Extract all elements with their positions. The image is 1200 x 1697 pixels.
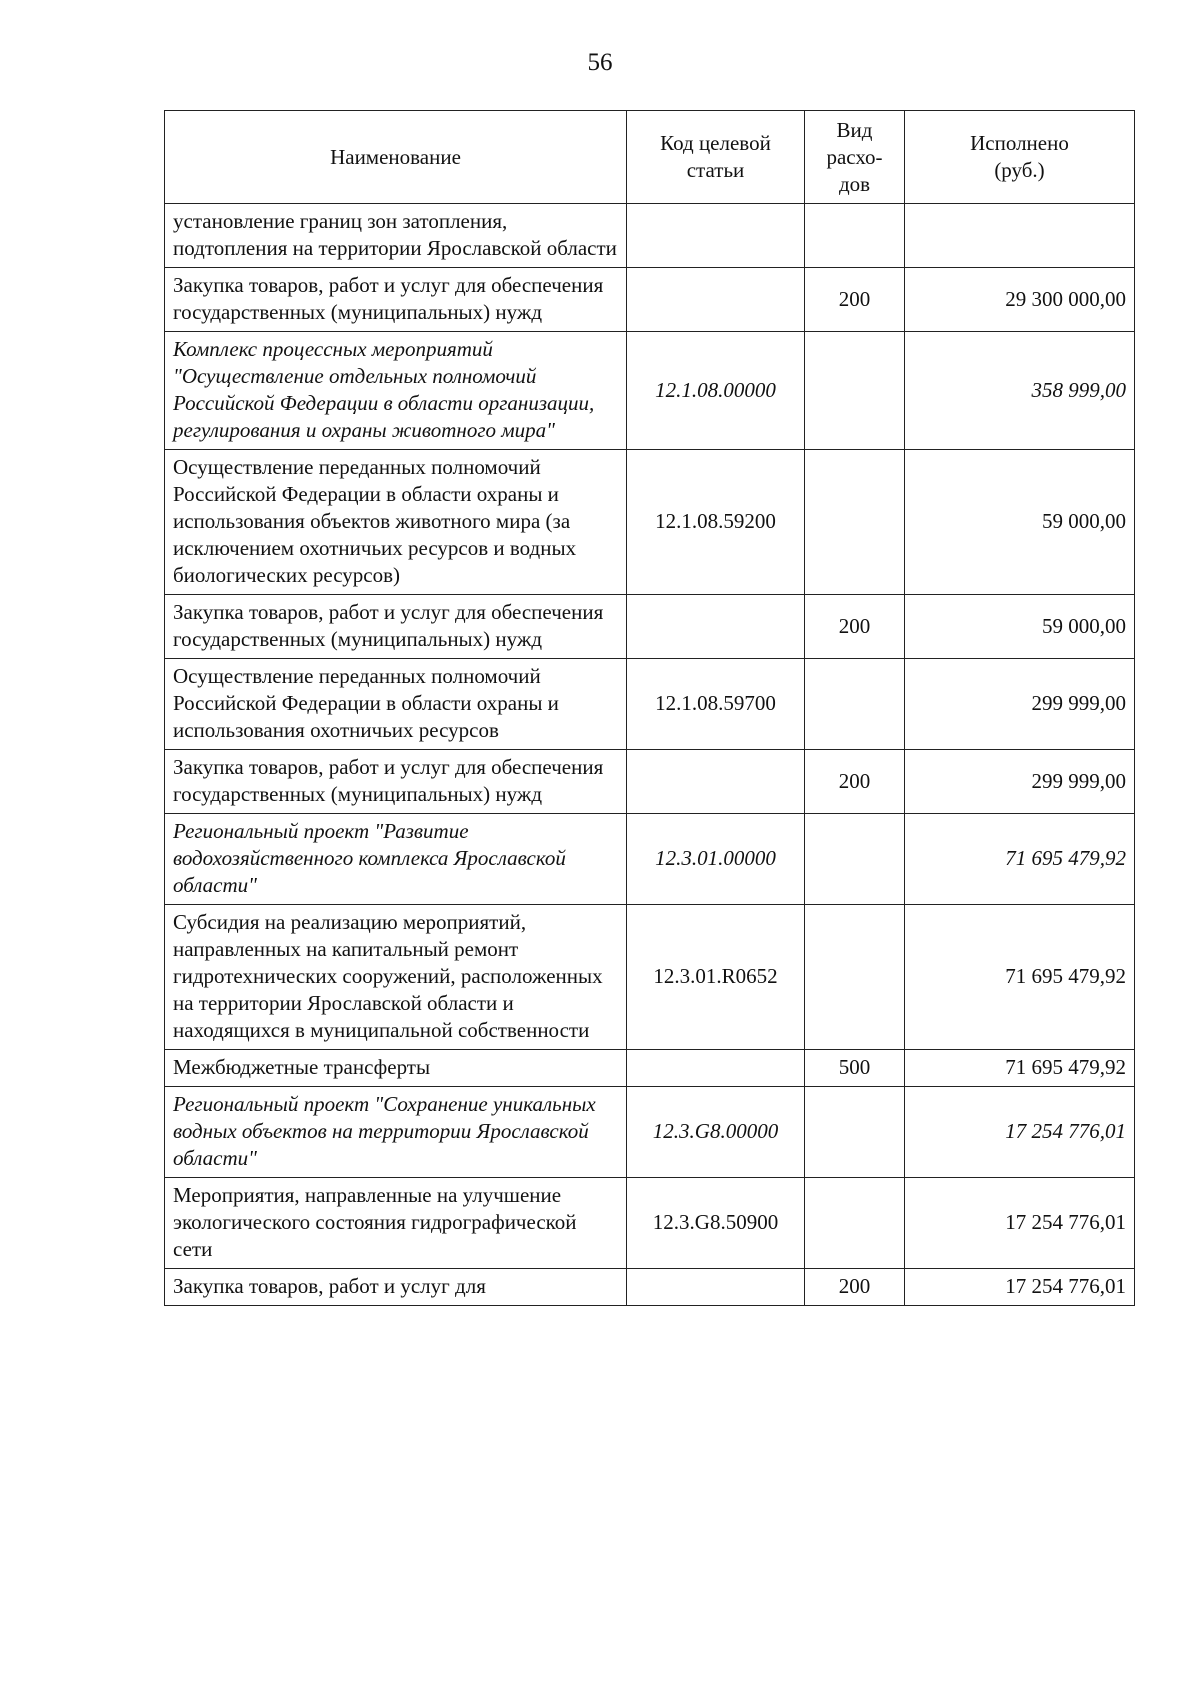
row-code: 12.1.08.00000 bbox=[627, 332, 805, 450]
table-row bbox=[165, 450, 1135, 595]
row-code bbox=[627, 750, 805, 814]
table-header-row bbox=[165, 111, 1135, 204]
page-number: 56 bbox=[587, 49, 613, 76]
header-sum-line-1: Исполнено bbox=[970, 131, 1069, 155]
row-kind bbox=[805, 450, 905, 595]
row-sum: 17 254 776,01 bbox=[905, 1178, 1135, 1269]
row-code: 12.1.08.59200 bbox=[627, 450, 805, 595]
header-kind-line-2: расхо- bbox=[826, 144, 883, 169]
row-name: Региональный проект "Сохранение уникальных водных объектов на территории Ярославской области" bbox=[165, 1087, 627, 1178]
row-kind: 200 bbox=[805, 750, 905, 814]
row-sum bbox=[905, 204, 1135, 268]
header-code-line-2: статьи bbox=[686, 158, 745, 182]
row-sum: 17 254 776,01 bbox=[905, 1087, 1135, 1178]
row-kind bbox=[805, 332, 905, 450]
header-kind-line-3: дов bbox=[838, 171, 871, 196]
row-name: установление границ зон затопления, подтопления на территории Ярославской области bbox=[165, 204, 627, 268]
row-code: 12.3.G8.50900 bbox=[627, 1178, 805, 1269]
row-sum: 17 254 776,01 bbox=[905, 1269, 1135, 1306]
row-sum: 59 000,00 bbox=[905, 450, 1135, 595]
row-sum: 71 695 479,92 bbox=[905, 905, 1135, 1050]
table-row bbox=[165, 595, 1135, 659]
row-name: Закупка товаров, работ и услуг для обеспечения государственных (муниципальных) нужд bbox=[165, 268, 627, 332]
table-row-project bbox=[165, 1087, 1135, 1178]
header-code bbox=[627, 111, 805, 204]
table-row bbox=[165, 268, 1135, 332]
table-row bbox=[165, 204, 1135, 268]
row-code bbox=[627, 1269, 805, 1306]
row-kind: 200 bbox=[805, 1269, 905, 1306]
row-name: Осуществление переданных полномочий Российской Федерации в области охраны и использования объектов животного мира (за исключением охотничьих ресурсов и водных биологических ресурсов) bbox=[165, 450, 627, 595]
row-kind bbox=[805, 905, 905, 1050]
row-kind bbox=[805, 1087, 905, 1178]
row-kind bbox=[805, 204, 905, 268]
row-kind bbox=[805, 659, 905, 750]
row-code: 12.3.G8.00000 bbox=[627, 1087, 805, 1178]
row-sum: 358 999,00 bbox=[905, 332, 1135, 450]
row-sum: 299 999,00 bbox=[905, 659, 1135, 750]
row-code: 12.3.01.R0652 bbox=[627, 905, 805, 1050]
row-name: Мероприятия, направленные на улучшение экологического состояния гидрографической сети bbox=[165, 1178, 627, 1269]
row-sum: 71 695 479,92 bbox=[905, 1050, 1135, 1087]
table-row bbox=[165, 1269, 1135, 1306]
row-code: 12.1.08.59700 bbox=[627, 659, 805, 750]
row-kind: 200 bbox=[805, 595, 905, 659]
row-code bbox=[627, 595, 805, 659]
row-kind: 200 bbox=[805, 268, 905, 332]
row-name: Закупка товаров, работ и услуг для bbox=[165, 1269, 627, 1306]
row-kind: 500 bbox=[805, 1050, 905, 1087]
row-code bbox=[627, 204, 805, 268]
row-kind bbox=[805, 1178, 905, 1269]
row-sum: 29 300 000,00 bbox=[905, 268, 1135, 332]
table-row bbox=[165, 1050, 1135, 1087]
table-row-complex bbox=[165, 332, 1135, 450]
row-sum: 71 695 479,92 bbox=[905, 814, 1135, 905]
header-kind-line-1: Вид bbox=[836, 117, 873, 142]
row-name: Осуществление переданных полномочий Российской Федерации в области охраны и использования охотничьих ресурсов bbox=[165, 659, 627, 750]
row-name: Субсидия на реализацию мероприятий, направленных на капитальный ремонт гидротехнических сооружений, расположенных на территории Ярославской области и находящихся в муниципальной собственности bbox=[165, 905, 627, 1050]
header-sum-line-2: (руб.) bbox=[994, 158, 1045, 182]
row-name: Региональный проект "Развитие водохозяйственного комплекса Ярославской области" bbox=[165, 814, 627, 905]
row-sum: 299 999,00 bbox=[905, 750, 1135, 814]
row-kind bbox=[805, 814, 905, 905]
row-name: Комплекс процессных мероприятий "Осуществление отдельных полномочий Российской Федерации в области организации, регулирования и охраны животного мира" bbox=[165, 332, 627, 450]
row-name: Межбюджетные трансферты bbox=[165, 1050, 627, 1087]
row-sum: 59 000,00 bbox=[905, 595, 1135, 659]
header-code-line-1: Код целевой bbox=[660, 131, 771, 155]
header-sum bbox=[905, 111, 1135, 204]
row-code bbox=[627, 268, 805, 332]
table-row-project bbox=[165, 814, 1135, 905]
table-row bbox=[165, 659, 1135, 750]
header-name: Наименование bbox=[165, 111, 627, 204]
table-row bbox=[165, 750, 1135, 814]
budget-table bbox=[164, 110, 1135, 1306]
table-row bbox=[165, 1178, 1135, 1269]
row-code bbox=[627, 1050, 805, 1087]
header-kind bbox=[805, 111, 905, 204]
table-row bbox=[165, 905, 1135, 1050]
row-code: 12.3.01.00000 bbox=[627, 814, 805, 905]
row-name: Закупка товаров, работ и услуг для обеспечения государственных (муниципальных) нужд bbox=[165, 595, 627, 659]
row-name: Закупка товаров, работ и услуг для обеспечения государственных (муниципальных) нужд bbox=[165, 750, 627, 814]
